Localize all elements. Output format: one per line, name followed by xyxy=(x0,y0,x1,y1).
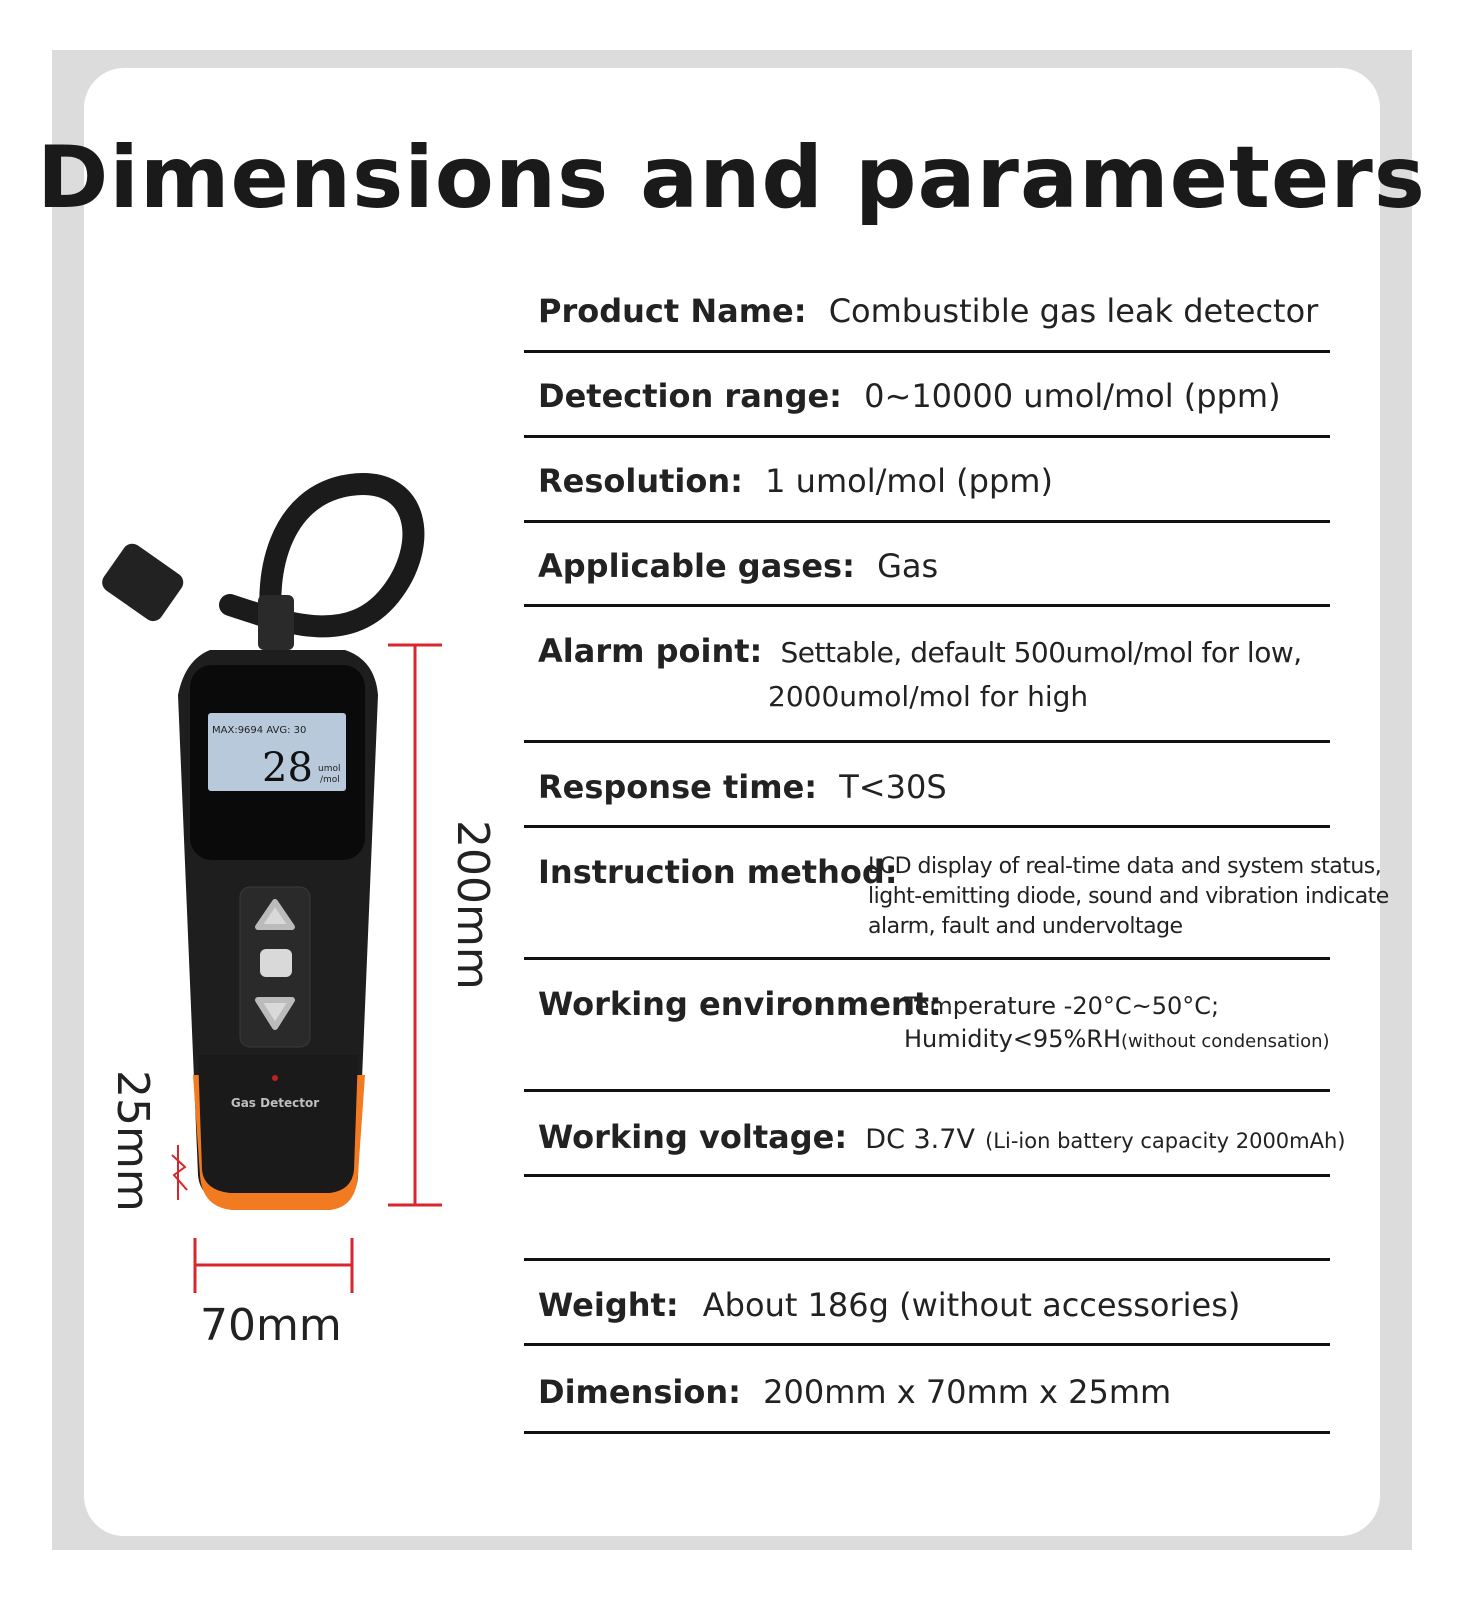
spec-response-time xyxy=(538,768,947,806)
divider xyxy=(524,1089,1330,1092)
spec-label: Instruction method: xyxy=(538,853,898,891)
spec-note: (Li-ion battery capacity 2000mAh) xyxy=(985,1129,1346,1153)
spec-label: Resolution: xyxy=(538,462,743,500)
lcd-value: 28 xyxy=(262,745,313,791)
lcd-top-text: MAX:9694 AVG: 30 xyxy=(212,725,307,736)
spec-alarm-point xyxy=(538,632,1302,670)
depth-dimension-marker xyxy=(172,1145,187,1200)
spec-working-environment xyxy=(538,985,942,1023)
spec-label: Response time: xyxy=(538,768,818,806)
height-label: 200mm xyxy=(447,820,498,990)
spec-value: Settable, default 500umol/mol for low, xyxy=(780,636,1302,669)
spec-working-voltage xyxy=(538,1118,1346,1156)
spec-value: About 186g (without accessories) xyxy=(702,1286,1241,1324)
spec-label: Dimension: xyxy=(538,1373,741,1411)
spec-value: 200mm x 70mm x 25mm xyxy=(763,1373,1172,1411)
sensor-tip xyxy=(98,540,187,625)
depth-label: 25mm xyxy=(107,1070,158,1212)
divider xyxy=(524,740,1330,743)
indicator-led xyxy=(272,1075,278,1081)
page-title: Dimensions and parameters xyxy=(37,128,1426,228)
spec-instruction-method xyxy=(538,853,898,891)
device-label: Gas Detector xyxy=(230,1096,320,1110)
humidity-note: (without condensation) xyxy=(1121,1031,1330,1052)
spec-value: DC 3.7V xyxy=(865,1124,975,1155)
width-dimension-line xyxy=(195,1238,352,1293)
spec-resolution xyxy=(538,462,1053,500)
lcd-unit-bottom: /mol xyxy=(320,775,340,785)
height-dimension-line xyxy=(388,645,442,1205)
spec-label: Working voltage: xyxy=(538,1118,848,1156)
divider xyxy=(524,435,1330,438)
spec-detection-range xyxy=(538,377,1281,415)
spec-instruction-line2: light-emitting diode, sound and vibration indicate xyxy=(868,884,1389,909)
spec-label: Applicable gases: xyxy=(538,547,855,585)
divider xyxy=(524,520,1330,523)
spec-value: 1 umol/mol (ppm) xyxy=(765,462,1053,500)
spec-instruction-line1: LCD display of real-time data and system status, xyxy=(868,854,1382,879)
spec-alarm-point-line2: 2000umol/mol for high xyxy=(768,680,1089,713)
humidity-value: Humidity<95%RH xyxy=(904,1025,1121,1053)
spec-value: Gas xyxy=(877,547,939,585)
gooseneck-tube xyxy=(230,484,413,645)
body-lower xyxy=(198,1055,358,1193)
divider xyxy=(524,825,1330,828)
spec-weight xyxy=(538,1286,1240,1324)
divider xyxy=(524,1174,1330,1177)
spec-value: 0~10000 umol/mol (ppm) xyxy=(864,377,1281,415)
divider xyxy=(524,350,1330,353)
power-button xyxy=(260,949,292,977)
lcd-unit-top: umol xyxy=(318,764,341,774)
neck-collar xyxy=(258,595,294,650)
spec-label: Alarm point: xyxy=(538,632,763,670)
spec-label: Working environment: xyxy=(538,985,942,1023)
divider xyxy=(524,1343,1330,1346)
spec-value: Combustible gas leak detector xyxy=(828,292,1319,330)
spec-environment-line1: Temperature -20°C~50°C; xyxy=(904,992,1220,1020)
spec-value: T<30S xyxy=(839,768,947,806)
spec-applicable-gases xyxy=(538,547,938,585)
spec-instruction-line3: alarm, fault and undervoltage xyxy=(868,914,1183,939)
divider xyxy=(524,1431,1330,1434)
spec-environment-line2 xyxy=(904,1025,1330,1053)
spec-product-name xyxy=(538,292,1318,330)
spec-label: Weight: xyxy=(538,1286,679,1324)
spec-label: Detection range: xyxy=(538,377,842,415)
spec-dimension xyxy=(538,1373,1171,1411)
divider xyxy=(524,604,1330,607)
width-label: 70mm xyxy=(200,1300,342,1351)
divider xyxy=(524,1258,1330,1261)
spec-label: Product Name: xyxy=(538,292,807,330)
divider xyxy=(524,957,1330,960)
